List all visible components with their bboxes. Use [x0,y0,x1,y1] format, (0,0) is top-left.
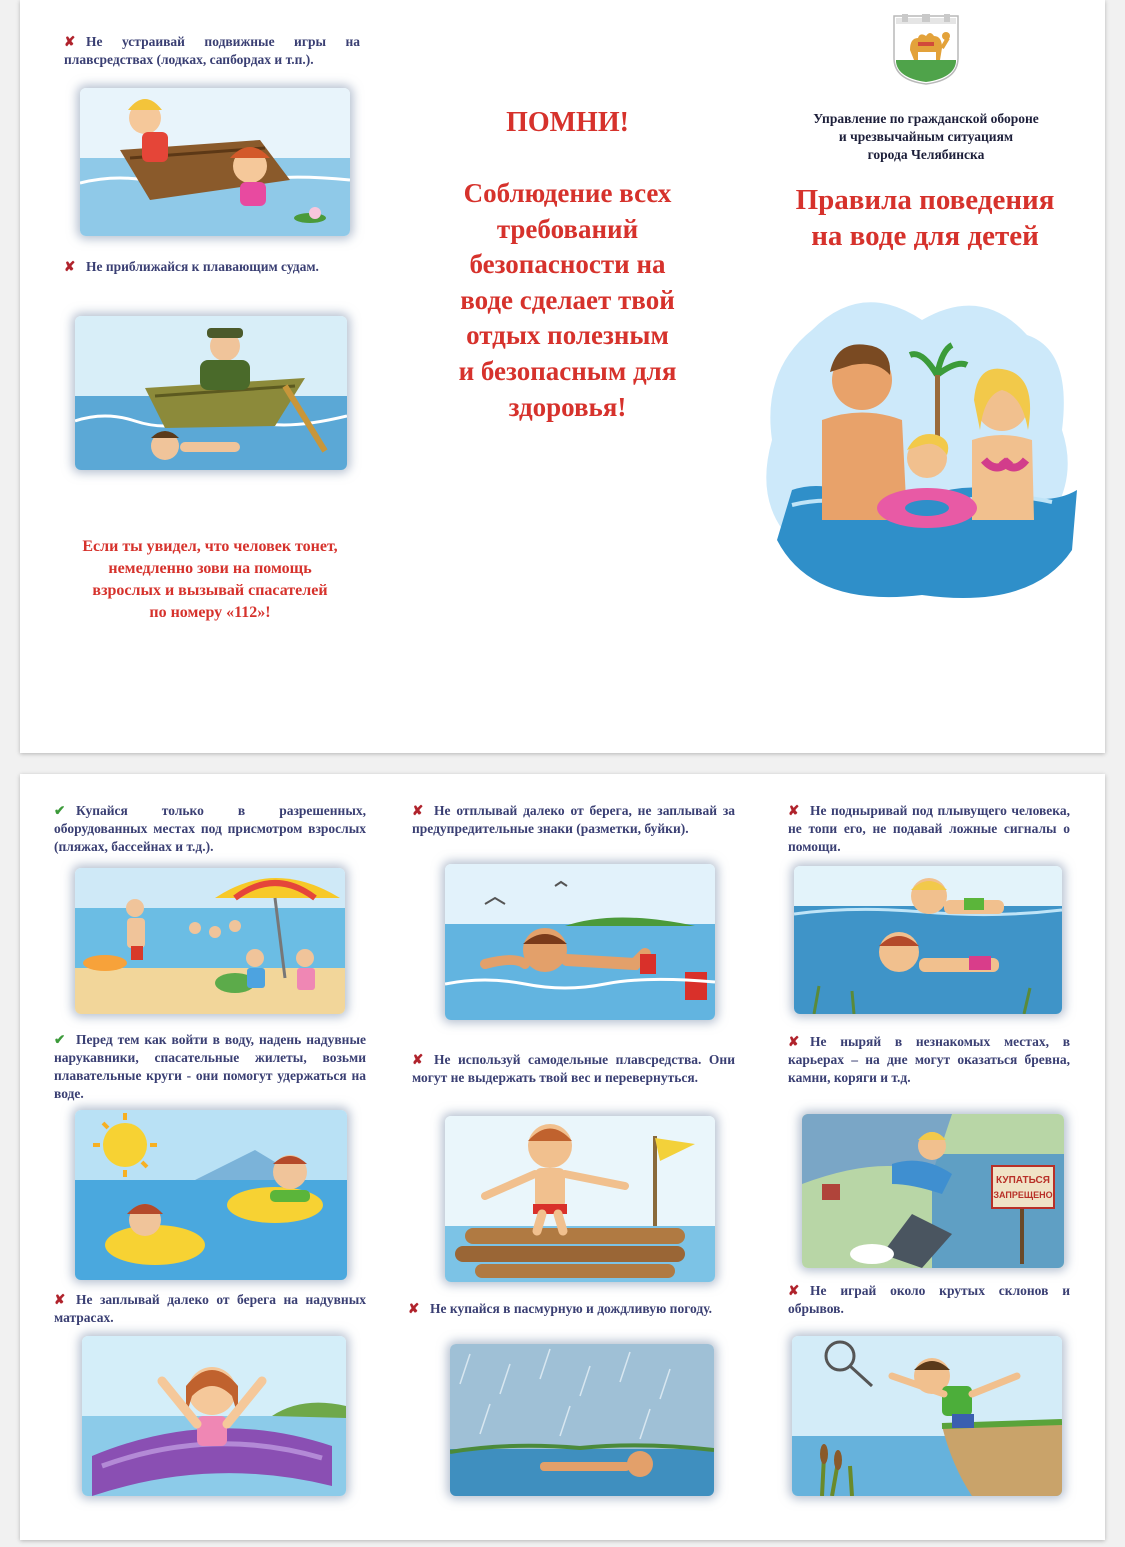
cross-icon: ✘ [412,803,424,818]
rule-no-swimming-bad-weather: ✘ Не купайся в пасмурную и дождливую погоду. [408,1301,712,1316]
sign-line-1: КУПАТЬСЯ [996,1175,1050,1186]
illustration-no-swimming-sign [802,1114,1064,1268]
illustration-boy-on-raft [445,1116,715,1282]
illustration-boy-falling-cliff [792,1336,1062,1496]
illustration-beach-supervision [75,868,345,1014]
rule-swim-in-permitted-places: ✔ Купайся только в разрешенных, оборудованных местах под присмотром взрослых (пляжах, бассейнах и т.д.). [54,803,366,854]
cross-icon: ✘ [788,803,800,818]
rule-no-play-near-cliffs: ✘ Не играй около крутых склонов и обрывов. [788,1283,1070,1316]
chelyabinsk-coat-of-arms [892,14,960,86]
illustration-boat-swimmer [75,316,347,470]
rule-no-diving-under-swimmers: ✘ Не подныривай под плывущего человека, не топи его, не подавай ложные сигналы о помощи. [788,803,1070,854]
rule-no-diving-unknown-places: ✘ Не ныряй в незнакомых местах, в карьерах – на дне могут оказаться бревна, камни, коряги и т.д. [788,1034,1070,1085]
cross-icon: ✘ [412,1052,424,1067]
rule-use-inflatables: ✔ Перед тем как войти в воду, надень надувные нарукавники, спасательные жилеты, возьми плавательные круги - они помогут удержаться на воде. [54,1032,366,1101]
sign-line-2: ЗАПРЕЩЕНО [993,1190,1053,1200]
cross-icon: ✘ [788,1034,800,1049]
cross-icon: ✘ [54,1292,66,1307]
rule-no-swimming-far-on-mattress: ✘ Не заплывай далеко от берега на надувных матрасах. [54,1292,366,1325]
cross-icon: ✘ [408,1301,420,1316]
check-icon: ✔ [54,1032,66,1047]
illustration-rainy-swim [450,1344,714,1496]
organization-name: Управление по гражданской обороне и чрезвычайным ситуациям города Челябинска [813,111,1039,162]
illustration-kids-swim-rings [75,1110,347,1280]
rule-no-homemade-rafts: ✘ Не используй самодельные плавсредства. Они могут не выдержать твой вес и перевернуться. [412,1052,735,1085]
illustration-boy-swimming-buoys [445,864,715,1020]
rule-no-swimming-beyond-buoys: ✘ Не отплывай далеко от берега, не заплывай за предупредительные знаки (разметки, буйки). [412,803,735,836]
leaflet-outer-side [20,0,1105,753]
illustration-girl-on-mattress [82,1336,346,1496]
cross-icon: ✘ [64,34,76,49]
illustration-kids-boat [80,88,350,236]
remember-title: ПОМНИ! [506,107,629,138]
emergency-call-112: Если ты увидел, что человек тонет, немедленно зови на помощь взрослых и вызывай спасателей по номеру «112»! [82,538,338,621]
remember-text: Соблюдение всех требований безопасности на воде сделает твой отдых полезным и безопасным для здоровья! [458,178,677,422]
rule-avoid-ships: ✘ Не приближайся к плавающим судам. [64,259,319,274]
leaflet-title: Правила поведения на воде для детей [795,184,1055,252]
leaflet-inner-side [20,774,1105,1540]
rule-no-games-on-boats: ✘ Не устраивай подвижные игры на плавсредствах (лодках, сапбордах и т.п.). [64,34,360,67]
cross-icon: ✘ [788,1283,800,1298]
cross-icon: ✘ [64,259,76,274]
illustration-boys-diving [794,866,1062,1014]
illustration-family-in-water [752,290,1082,608]
check-icon: ✔ [54,803,66,818]
